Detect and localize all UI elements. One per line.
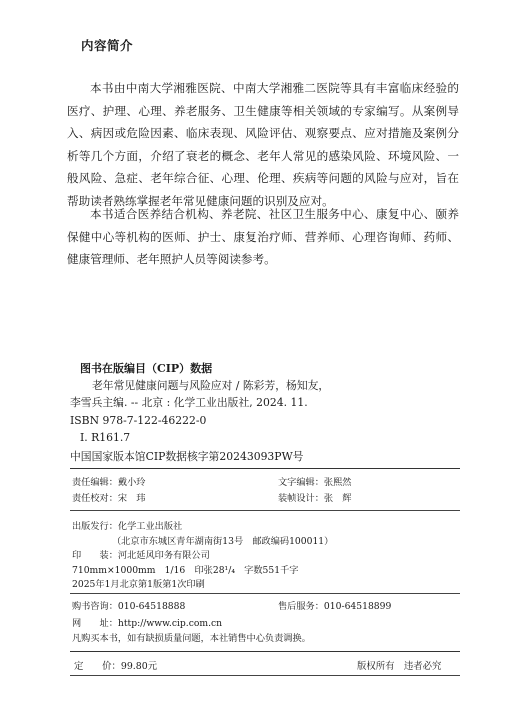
price: 定 价：99.80元 (74, 661, 158, 672)
designer: 装帧设计：张 辉 (278, 493, 352, 504)
divider (70, 651, 460, 652)
book-format: 710mm×1000mm 1/16 印张28¹/₄ 字数551千字 (72, 564, 299, 576)
proofreader: 责任校对：宋 玮 (72, 493, 146, 504)
after-sales-contact: 售后服务：010-64518899 (278, 601, 392, 612)
intro-heading: 内容简介 (81, 38, 134, 53)
cip-isbn: ISBN 978-7-122-46222-0 (70, 413, 207, 427)
rights-notice: 版权所有 违者必究 (357, 661, 442, 672)
cip-classification: Ⅰ. R161.7 (80, 430, 131, 444)
divider (70, 675, 460, 676)
cip-heading: 图书在版编目（CIP）数据 (80, 362, 213, 375)
edition-info: 2025年1月北京第1版第1次印刷 (72, 579, 205, 591)
cip-data-number: 中国国家版本馆CIP数据核字第20243093PW号 (70, 448, 460, 469)
publisher-address: （北京市东城区青年湖南街13号 邮政编码100011） (112, 535, 334, 547)
purchase-contact: 购书咨询：010-64518888 (72, 601, 186, 612)
text-editor: 文字编辑：张熙然 (278, 477, 352, 488)
divider (70, 593, 460, 594)
intro-paragraph-1: 本书由中南大学湘雅医院、中南大学湘雅二医院等具有丰富临床经验的医疗、护理、心理、养老服务、卫生健康等相关领域的专家编写。从案例导入、病因或危险因素、临床表现、风险评估、观察要点、应对措施及案例分析等几个方面，介绍了衰老的概念、老年人常见的感染风险、环境风险、一般风险、急症、老年综合征、心理、伦理、疾病等问题的风险与应对，旨在帮助读者熟练掌握老年常见健康问题的识别及应对。 (67, 81, 459, 208)
intro-paragraph-2: 本书适合医养结合机构、养老院、社区卫生服务中心、康复中心、颐养保健中心等机构的医师、护士、康复治疗师、营养师、心理咨询师、药师、健康管理师、老年照护人员等阅读参考。 (67, 207, 459, 266)
website: 网 址：http://www.cip.com.cn (72, 618, 223, 629)
printer: 印 装：河北延风印务有限公司 (72, 550, 210, 562)
cip-description-line-1: 老年常见健康问题与风险应对 / 陈彩芳，杨知友， (92, 379, 330, 393)
quality-notice: 凡购买本书，如有缺损质量问题，本社销售中心负责调换。 (72, 633, 311, 644)
publisher: 出版发行：化学工业出版社 (72, 521, 183, 532)
responsible-editor: 责任编辑：戴小玲 (72, 477, 146, 488)
cip-block (70, 360, 460, 469)
publication-info (72, 520, 333, 593)
cip-description-line-2: 李雪兵主编. -- 北京 : 化学工业出版社, 2024. 11. (70, 396, 308, 410)
divider (70, 510, 460, 511)
